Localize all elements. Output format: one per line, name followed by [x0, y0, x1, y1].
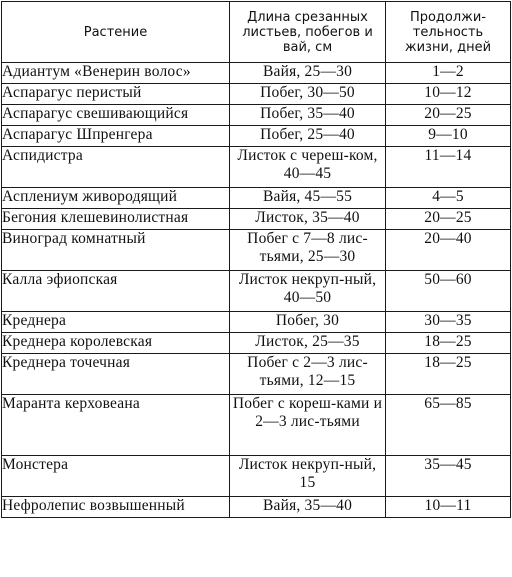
- header-plant: Растение: [2, 2, 230, 63]
- cell-lifetime: 50—60: [386, 271, 511, 312]
- cell-length: Вайя, 25—30: [230, 63, 386, 84]
- cell-plant: Аспарагус Шпренгера: [2, 126, 230, 147]
- cell-plant: Адиантум «Венерин волос»: [2, 63, 230, 84]
- table-row: [2, 84, 511, 105]
- cell-lifetime: 20—40: [386, 230, 511, 271]
- cell-plant: Асплениум живородящий: [2, 188, 230, 209]
- header-row: [2, 2, 511, 63]
- cell-lifetime: 11—14: [386, 147, 511, 188]
- table-row: [2, 497, 511, 518]
- table-header: [2, 2, 511, 63]
- cell-lifetime: 10—11: [386, 497, 511, 518]
- cell-plant: Виноград комнатный: [2, 230, 230, 271]
- cell-length: Побег, 30: [230, 312, 386, 333]
- cell-lifetime: 10—12: [386, 84, 511, 105]
- table-row: [2, 126, 511, 147]
- cell-length: Побег с 7—8 лис-тьями, 25—30: [230, 230, 386, 271]
- cell-length: Листок с череш-ком, 40—45: [230, 147, 386, 188]
- cell-lifetime: 20—25: [386, 209, 511, 230]
- table-row: [2, 312, 511, 333]
- table-row: [2, 63, 511, 84]
- cell-plant: Аспарагус перистый: [2, 84, 230, 105]
- cell-length: Листок некруп-ный, 40—50: [230, 271, 386, 312]
- cell-length: Побег, 25—40: [230, 126, 386, 147]
- cell-length: Побег с 2—3 лис-тьями, 12—15: [230, 354, 386, 395]
- cell-lifetime: 1—2: [386, 63, 511, 84]
- table-row: [2, 456, 511, 497]
- cell-lifetime: 30—35: [386, 312, 511, 333]
- cell-plant: Креднера: [2, 312, 230, 333]
- table-row: [2, 230, 511, 271]
- table-body: [2, 63, 511, 518]
- header-lifetime: Продолжи-тельность жизни, дней: [386, 2, 511, 63]
- table-row: [2, 271, 511, 312]
- table-row: [2, 395, 511, 456]
- cell-plant: Аспидистра: [2, 147, 230, 188]
- cell-plant: Нефролепис возвышенный: [2, 497, 230, 518]
- cell-plant: Калла эфиопская: [2, 271, 230, 312]
- cell-plant: Бегония клешевинолистная: [2, 209, 230, 230]
- table-row: [2, 105, 511, 126]
- table-row: [2, 354, 511, 395]
- plants-table: [1, 1, 511, 518]
- cell-lifetime: 65—85: [386, 395, 511, 456]
- cell-plant: Монстера: [2, 456, 230, 497]
- cell-length: Листок, 35—40: [230, 209, 386, 230]
- table-row: [2, 209, 511, 230]
- table-row: [2, 147, 511, 188]
- cell-lifetime: 18—25: [386, 354, 511, 395]
- cell-plant: Креднера королевская: [2, 333, 230, 354]
- cell-plant: Креднера точечная: [2, 354, 230, 395]
- cell-lifetime: 20—25: [386, 105, 511, 126]
- cell-length: Листок некруп-ный, 15: [230, 456, 386, 497]
- cell-lifetime: 18—25: [386, 333, 511, 354]
- cell-lifetime: 9—10: [386, 126, 511, 147]
- cell-lifetime: 4—5: [386, 188, 511, 209]
- cell-plant: Аспарагус свешивающийся: [2, 105, 230, 126]
- cell-length: Листок, 25—35: [230, 333, 386, 354]
- cell-length: Вайя, 35—40: [230, 497, 386, 518]
- cell-length: Вайя, 45—55: [230, 188, 386, 209]
- cell-length: Побег, 30—50: [230, 84, 386, 105]
- table-row: [2, 333, 511, 354]
- cell-plant: Маранта керховеана: [2, 395, 230, 456]
- table-row: [2, 188, 511, 209]
- cell-length: Побег с кореш-ками и 2—3 лис-тьями: [230, 395, 386, 456]
- cell-lifetime: 35—45: [386, 456, 511, 497]
- cell-length: Побег, 35—40: [230, 105, 386, 126]
- header-length: Длина срезанных листьев, побегов и вай, см: [230, 2, 386, 63]
